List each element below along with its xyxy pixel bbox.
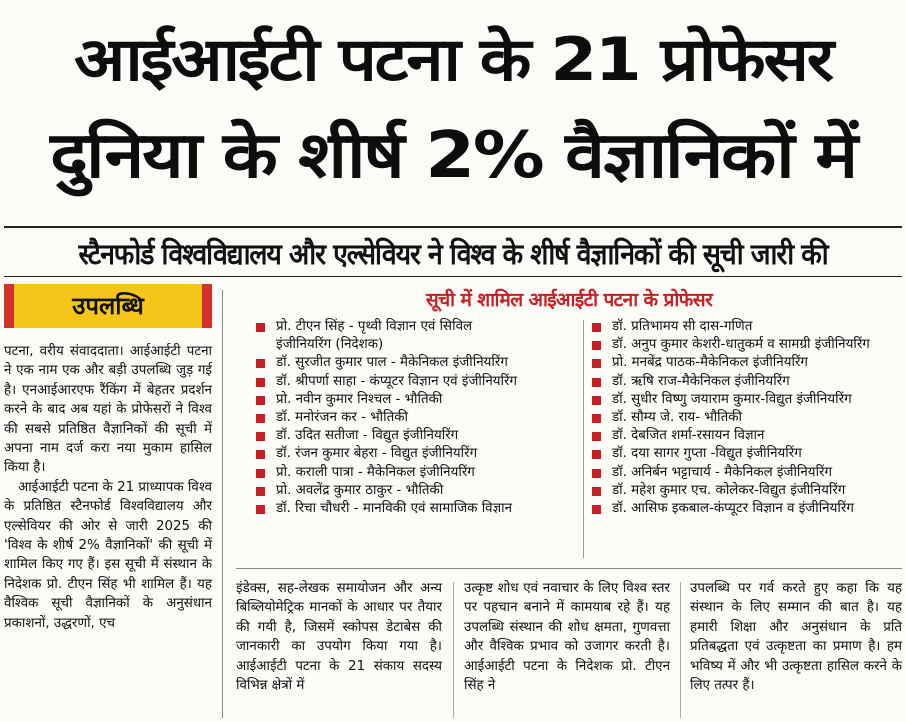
article-paragraph: आईआईटी पटना के 21 प्राध्यापक विश्व के प्रतिष्ठित स्टैनफोर्ड विश्वविद्यालय और एल्सेवियर की ओर से जारी 2025 की 'विश्व के शीर्ष 2% वैज्ञानिकों' की सूची में शामिल किए गए हैं। इस सूची में संस्थान के निदेशक प्रो. टीएन सिंह भी शामिल हैं। यह वैश्विक सूची वैज्ञानिकों के अनुसंधान प्रकाशनों, उद्धरणों, एच xyxy=(4,479,212,631)
article-column-1 xyxy=(4,342,212,633)
column-divider xyxy=(680,582,681,718)
headline-line-1: आईआईटी पटना के 21 प्रोफेसर xyxy=(74,25,832,95)
list-item: डॉ. रंजन कुमार बेहरा - विद्युत इंजीनियरिंग xyxy=(254,445,580,463)
professor-list-right xyxy=(590,318,902,518)
list-item: डॉ. ऋषि राज-मैकेनिकल इंजीनियरिंग xyxy=(590,373,902,391)
headline-line-2: दुनिया के शीर्ष 2% वैज्ञानिकों में xyxy=(50,119,856,193)
article-paragraph: पटना, वरीय संवाददाता। आईआईटी पटना ने एक नाम एक और बड़ी उपलब्धि जुड़ गई है। एनआईआरएफ रैंकिंग में बेहतर प्रदर्शन करने के बाद अब यहां के प्रोफेसरों ने विश्व की सबसे प्रतिष्ठित वैज्ञानिकों की सूची में अपना नाम दर्ज करा नया मुकाम हासिल किया है। xyxy=(4,344,212,476)
list-box-title: सूची में शामिल आईआईटी पटना के प्रोफेसर xyxy=(425,289,713,311)
article-column-2 xyxy=(236,579,442,695)
list-item: डॉ. श्रीपर्णा साहा - कंप्यूटर विज्ञान एवं इंजीनियरिंग xyxy=(254,373,580,391)
column-divider xyxy=(453,582,454,718)
list-item: डॉ. उदित सतीजा - विद्युत इंजीनियरिंग xyxy=(254,427,580,445)
list-item: प्रो. टीएन सिंह - पृथ्वी विज्ञान एवं सिविल xyxy=(254,318,580,336)
list-item: प्रो. नवीन कुमार निश्चल - भौतिकी xyxy=(254,391,580,409)
article-paragraph: इंडेक्स, सह-लेखक समायोजन और अन्य बिब्लियोमेट्रिक मानकों के आधार पर तैयार की गयी है, जिसमें स्कोपस डेटाबेस की जानकारी का उपयोग किया गया है। आईआईटी पटना के 21 संकाय सदस्य विभिन्न क्षेत्रों में xyxy=(236,581,442,694)
list-item: डॉ. प्रतिभामय सी दास-गणित xyxy=(590,318,902,336)
top-rule xyxy=(4,226,902,228)
list-item: डॉ. देबजित शर्मा-रसायन विज्ञान xyxy=(590,427,902,445)
list-item: डॉ. अनिर्बन भट्टाचार्य - मैकेनिकल इंजीनियरिंग xyxy=(590,464,902,482)
subheadline: स्टैनफोर्ड विश्वविद्यालय और एल्सेवियर ने विश्व के शीर्ष वैज्ञानिकों की सूची जारी की xyxy=(78,237,828,271)
article-column-4 xyxy=(690,579,902,695)
article-paragraph: उत्कृष्ट शोध एवं नवाचार के लिए विश्व स्तर पर पहचान बनाने में कामयाब रहे हैं। यह उपलब्धि संस्थान की शोध क्षमता, गुणवत्ता और वैश्विक प्रभाव को उजागर करती है। आईआईटी पटना के निदेशक प्रो. टीएन सिंह ने xyxy=(464,581,670,694)
list-item: प्रो. कराली पात्रा - मैकेनिकल इंजीनियरिंग xyxy=(254,464,580,482)
list-item: डॉ. मनोरंजन कर - भौतिकी xyxy=(254,409,580,427)
sub-rule xyxy=(4,276,902,277)
list-item: प्रो. मनबेंद्र पाठक-मैकेनिकल इंजीनियरिंग xyxy=(590,354,902,372)
list-item: डॉ. आसिफ इकबाल-कंप्यूटर विज्ञान व इंजीनियरिंग xyxy=(590,500,902,518)
section-badge: उपलब्धि xyxy=(4,284,212,328)
list-item: डॉ. दया सागर गुप्ता -विद्युत इंजीनियरिंग xyxy=(590,445,902,463)
list-item: डॉ. अनुप कुमार केशरी-धातुकर्म व सामग्री इंजीनियरिंग xyxy=(590,336,902,354)
list-item: डॉ. सुरजीत कुमार पाल - मैकेनिकल इंजीनियरिंग xyxy=(254,354,580,372)
list-item-continuation: इंजीनियरिंग (निदेशक) xyxy=(276,337,384,353)
list-item: डॉ. महेश कुमार एच. कोलेकर-विद्युत इंजीनियरिंग xyxy=(590,482,902,500)
list-item: डॉ. सुधीर विष्णु जयाराम कुमार-विद्युत इंजीनियरिंग xyxy=(590,391,902,409)
list-item: डॉ. सौम्य जे. राय- भौतिकी xyxy=(590,409,902,427)
list-divider xyxy=(583,320,584,558)
article-paragraph: उपलब्धि पर गर्व करते हुए कहा कि यह संस्थान के लिए सम्मान की बात है। यह हमारी शिक्षा और अनुसंधान के प्रति प्रतिबद्धता एवं उत्कृष्टता का प्रमाण है। हम भविष्य में और भी उत्कृष्टता हासिल करने के लिए तत्पर हैं। xyxy=(690,581,902,694)
article-column-3 xyxy=(464,579,670,695)
box-bottom-rule xyxy=(236,568,902,569)
list-item: प्रो. अवलेंद्र कुमार ठाकुर - भौतिकी xyxy=(254,482,580,500)
list-item: डॉ. रिचा चौधरी - मानविकी एवं सामाजिक विज्ञान xyxy=(254,500,580,518)
column-divider xyxy=(222,290,223,718)
professor-list-left xyxy=(254,318,580,518)
